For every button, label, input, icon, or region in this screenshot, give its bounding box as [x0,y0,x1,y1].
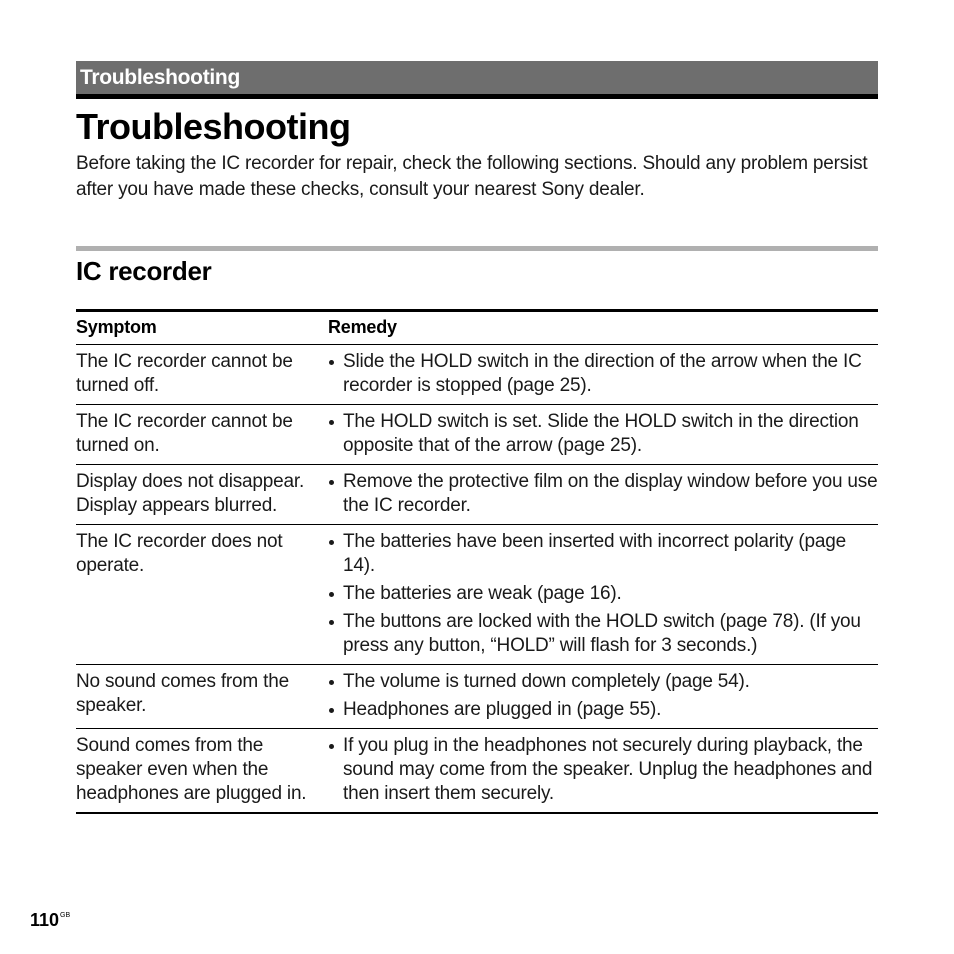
symptom-text: Display does not disappear. [76,471,305,492]
remedy-item: The volume is turned down completely (page 54). [328,670,878,694]
subsection-title: IC recorder [76,256,212,286]
remedy-cell [328,345,878,405]
table-body [76,345,878,814]
symptom-cell [76,345,328,405]
symptom-text: Sound comes from the speaker even when the headphones are plugged in. [76,735,307,804]
intro-paragraph: Before taking the IC recorder for repair, check the following sections. Should any problem persist after you have made these checks, consult your nearest Sony dealer. [76,153,868,200]
table-row [76,729,878,814]
table-row [76,665,878,729]
table-header-row [76,311,878,345]
subsection-divider [76,246,878,251]
page-title: Troubleshooting [76,106,351,147]
remedy-list [328,670,878,722]
region-code: GB [60,912,71,919]
remedy-item: The buttons are locked with the HOLD switch (page 78). (If you press any button, “HOLD” will flash for 3 seconds.) [328,610,878,658]
symptom-cell [76,405,328,465]
table-row [76,405,878,465]
symptom-header: Symptom [76,311,328,345]
remedy-item: Remove the protective film on the display window before you use the IC recorder. [328,470,878,518]
symptom-cell [76,665,328,729]
section-header-bar [76,61,878,99]
remedy-list [328,410,878,458]
table-row [76,465,878,525]
remedy-header: Remedy [328,311,878,345]
table-row [76,345,878,405]
remedy-list [328,530,878,658]
remedy-list [328,350,878,398]
remedy-item: The batteries have been inserted with incorrect polarity (page 14). [328,530,878,578]
symptom-text: The IC recorder cannot be turned on. [76,411,293,456]
table-row [76,525,878,665]
remedy-cell [328,405,878,465]
remedy-cell [328,665,878,729]
remedy-item: Slide the HOLD switch in the direction of the arrow when the IC recorder is stopped (page 25). [328,350,878,398]
troubleshooting-table [76,309,878,814]
remedy-item: The batteries are weak (page 16). [328,582,878,606]
remedy-item: The HOLD switch is set. Slide the HOLD switch in the direction opposite that of the arrow (page 25). [328,410,878,458]
remedy-list [328,470,878,518]
symptom-text: No sound comes from the speaker. [76,671,289,716]
symptom-text: Display appears blurred. [76,495,278,516]
symptom-cell [76,729,328,814]
page-number-value: 110 [30,910,60,930]
remedy-list [328,734,878,806]
remedy-item: Headphones are plugged in (page 55). [328,698,878,722]
remedy-cell [328,465,878,525]
page-number [30,910,70,931]
page-content [76,61,878,814]
symptom-cell [76,465,328,525]
remedy-item: If you plug in the headphones not securely during playback, the sound may come from the speaker. Unplug the headphones and then insert them securely. [328,734,878,806]
symptom-text: The IC recorder does not operate. [76,531,283,576]
remedy-cell [328,525,878,665]
section-header-label: Troubleshooting [80,65,240,89]
symptom-text: The IC recorder cannot be turned off. [76,351,293,396]
symptom-cell [76,525,328,665]
remedy-cell [328,729,878,814]
